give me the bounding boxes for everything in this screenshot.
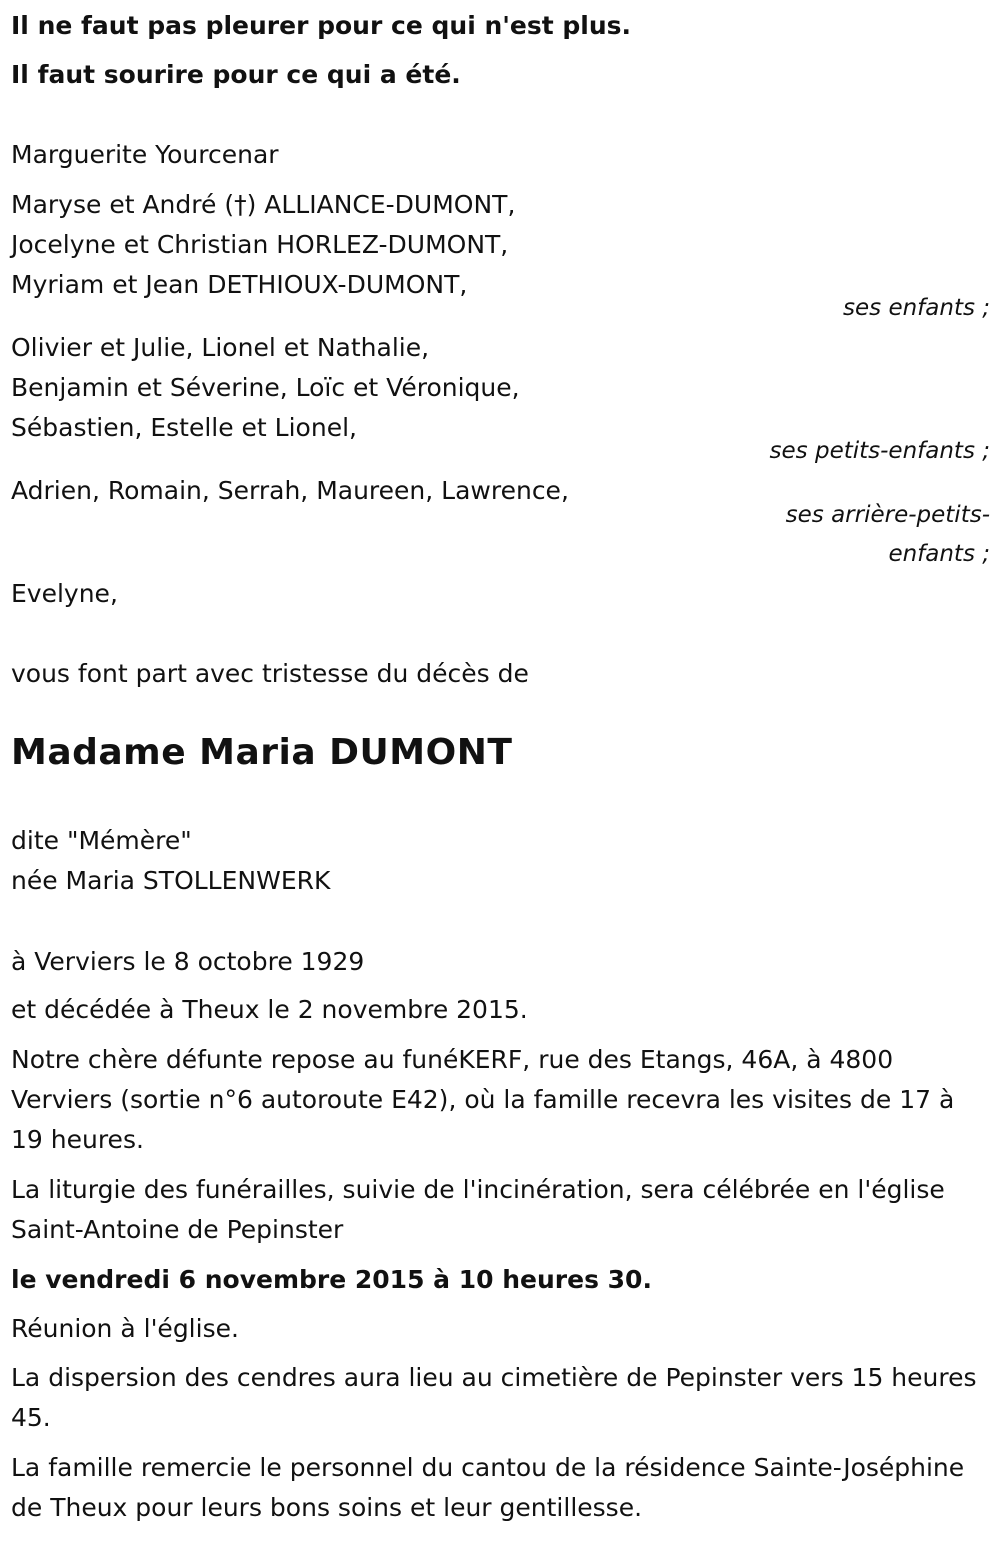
quote-line-2: Il faut sourire pour ce qui a été. <box>11 60 461 89</box>
ceremony-date: le vendredi 6 novembre 2015 à 10 heures 30. <box>11 1265 652 1294</box>
other-family: Evelyne, <box>11 579 118 608</box>
grandchildren-line-3: Sébastien, Estelle et Lionel, <box>11 413 357 442</box>
quote-line-1: Il ne faut pas pleurer pour ce qui n'est plus. <box>11 11 632 40</box>
deceased-name: Madame Maria DUMONT <box>11 732 513 773</box>
children-line-2: Jocelyne et Christian HORLEZ-DUMONT, <box>11 230 509 259</box>
liturgy-paragraph: La liturgie des funérailles, suivie de l'incinération, sera célébrée en l'église Saint-Antoine de Pepinster <box>11 1175 945 1244</box>
death-info: et décédée à Theux le 2 novembre 2015. <box>11 995 528 1024</box>
grandchildren-line-2: Benjamin et Séverine, Loïc et Véronique, <box>11 373 520 402</box>
repose-paragraph: Notre chère défunte repose au funéKERF, rue des Etangs, 46A, à 4800 Verviers (sortie n°6 autoroute E42), où la famille recevra les visites de 17 à 19 heures. <box>11 1045 955 1154</box>
quote-author: Marguerite Yourcenar <box>11 140 279 169</box>
birth-info: à Verviers le 8 octobre 1929 <box>11 947 365 976</box>
thanks-paragraph: La famille remercie le personnel du cantou de la résidence Sainte-Joséphine de Theux pour leurs bons soins et leur gentillesse. <box>11 1453 965 1522</box>
deceased-nickname: dite "Mémère" <box>11 826 192 855</box>
reunion-text: Réunion à l'église. <box>11 1314 239 1343</box>
great-grandchildren-relation-1: ses arrière-petits- <box>785 502 990 528</box>
deceased-maiden-name: née Maria STOLLENWERK <box>11 866 331 895</box>
children-line-1: Maryse et André (†) ALLIANCE-DUMONT, <box>11 190 516 219</box>
great-grandchildren-relation-2: enfants ; <box>888 541 990 567</box>
great-grandchildren-line: Adrien, Romain, Serrah, Maureen, Lawrence, <box>11 476 569 505</box>
dispersion-paragraph: La dispersion des cendres aura lieu au cimetière de Pepinster vers 15 heures 45. <box>11 1363 977 1432</box>
children-line-3: Myriam et Jean DETHIOUX-DUMONT, <box>11 270 468 299</box>
announcement: vous font part avec tristesse du décès de <box>11 659 529 688</box>
children-relation: ses enfants ; <box>843 295 990 321</box>
grandchildren-line-1: Olivier et Julie, Lionel et Nathalie, <box>11 333 430 362</box>
grandchildren-relation: ses petits-enfants ; <box>769 438 990 464</box>
